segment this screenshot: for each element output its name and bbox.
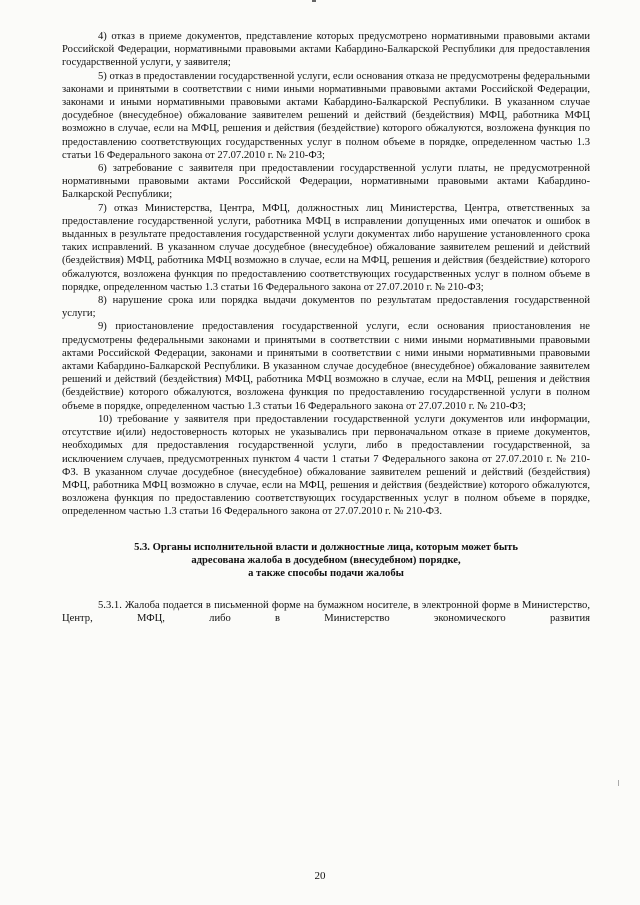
paragraph-5-3-1: 5.3.1. Жалоба подается в письменной форме на бумажном носителе, в электронной форме в Министерство, Центр, МФЦ, либо в Министерство экономического развития [62,599,590,624]
list-item-5: 5) отказ в предоставлении государственной услуги, если основания отказа не предусмотрены федеральными законами и принятыми в соответствии с ними иными нормативными правовыми актами Российской Федерации, законами и иными нормативными правовыми актами Кабардино-Балкарской Республики. В указанном случае досудебное (внесудебное) обжалование заявителем решений и действий (бездействия) МФЦ, работника МФЦ возможно в случае, если на МФЦ, решения и действия (бездействие) которого обжалуются, возложена функция по предоставлению соответствующих государственных услуг в полном объеме в порядке, определенном частью 1.3 статьи 16 Федерального закона от 27.07.2010 г. № 210-ФЗ; [62,70,590,161]
section-heading-line: адресована жалоба в досудебном (внесудебном) порядке, [191,554,461,566]
list-item-9: 9) приостановление предоставления государственной услуги, если основания приостановления не предусмотрены федеральными законами и принятыми в соответствии с ними иными нормативными правовыми актами Российской Федерации, законами и принятыми в соответствии с ними иными нормативными правовыми актами Кабардино-Балкарской Республики. В указанном случае досудебное (внесудебное) обжалование заявителем решений и действий (бездействия) МФЦ, работника МФЦ возможно в случае, если на МФЦ, решения и действия (бездействие) которого обжалуются, возложена функция по предоставлению государственной услуги в полном объеме в порядке, определенном частью 1.3 статьи 16 Федерального закона от 27.07.2010 г. № 210-ФЗ; [62,321,590,412]
list-item-7: 7) отказ Министерства, Центра, МФЦ, должностных лиц Министерства, Центра, ответственных за предоставление государственной услуги, работника МФЦ в исправлении допущенных ими опечаток и ошибок в выданных в результате предоставления государственной услуги документах либо нарушение установленного срока таких исправлений. В указанном случае досудебное (внесудебное) обжалование заявителем решений и действий (бездействия) МФЦ, работника МФЦ возможно в случае, если на МФЦ, решения и действия (бездействие) которого обжалуются, возложена функция по предоставлению соответствующих государственных услуг в полном объеме в порядке, определенном частью 1.3 статьи 16 Федерального закона от 27.07.2010 г. № 210-ФЗ; [62,202,590,293]
page-number: 20 [314,870,326,882]
section-heading-line: а также способы подачи жалобы [248,568,404,580]
list-item-6: 6) затребование с заявителя при предоставлении государственной услуги платы, не предусмотренной нормативными правовыми актами Российской Федерации, нормативными правовыми актами Кабардино-Балкарской Республики; [62,163,590,201]
section-heading-line: 5.3. Органы исполнительной власти и должностные лица, которым может быть [134,541,518,553]
section-heading [62,541,590,581]
document-page [62,30,590,625]
list-item-10: 10) требование у заявителя при предоставлении государственной услуги документов или информации, отсутствие и(или) недостоверность которых не указывались при первоначальном отказе в приеме документов, необходимых для предоставления государственной услуги, либо в предоставлении государственной, за исключением случаев, предусмотренных пунктом 4 части 1 статьи 7 Федерального закона от 27.07.2010 г. № 210-ФЗ. В указанном случае досудебное (внесудебное) обжалование заявителем решений и действий (бездействия) МФЦ, работника МФЦ возможно в случае, если на МФЦ, решения и действия (бездействие) которого обжалуются, возложена функция по предоставлению соответствующих государственных услуг в полном объеме в порядке, определенном частью 1.3 статьи 16 Федерального закона от 27.07.2010 г. № 210-ФЗ. [62,413,590,518]
scan-mark [618,780,619,786]
scan-mark [312,0,316,2]
list-item-4: 4) отказ в приеме документов, представление которых предусмотрено нормативными правовыми актами Российской Федерации, нормативными правовыми актами Кабардино-Балкарской Республики для предоставления государственной услуги, у заявителя; [62,31,590,69]
list-item-8: 8) нарушение срока или порядка выдачи документов по результатам предоставления государственной услуги; [62,295,590,320]
